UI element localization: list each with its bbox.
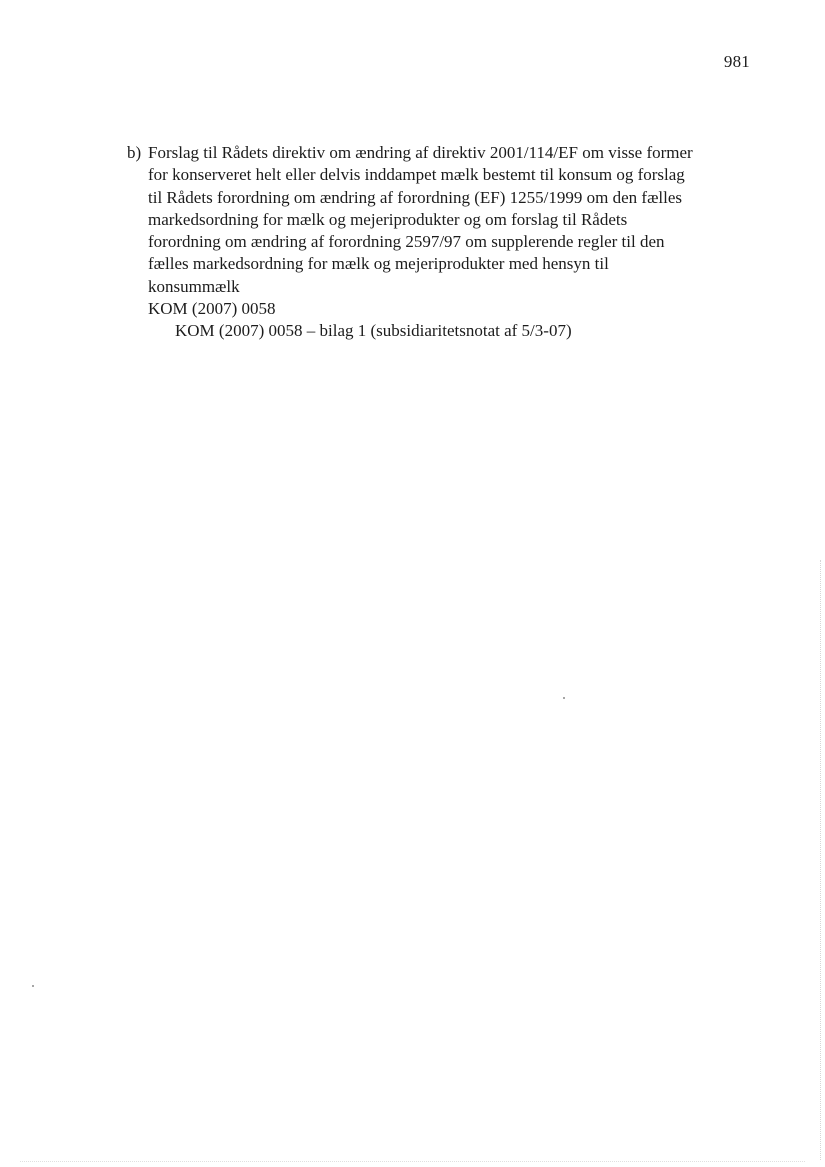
page-number: 981 — [723, 52, 750, 71]
heading-line: for konserveret helt eller delvis inddampet mælk bestemt til konsum og forslag — [148, 165, 685, 185]
scan-speck — [563, 697, 565, 699]
document-reference: KOM (2007) 0058 — [148, 299, 276, 319]
scan-speck — [32, 985, 34, 987]
heading-line: konsummælk — [148, 276, 240, 296]
heading-line: Forslag til Rådets direktiv om ændring af direktiv 2001/114/EF om visse former — [148, 143, 693, 162]
heading-line: forordning om ændring af forordning 2597/97 om supplerende regler til den — [148, 232, 665, 252]
heading-line: markedsordning for mælk og mejeriprodukter og om forslag til Rådets — [148, 209, 628, 229]
attachment-reference: KOM (2007) 0058 – bilag 1 (subsidiaritetsnotat af 5/3-07) — [175, 321, 572, 341]
scan-edge-right — [819, 560, 821, 1160]
entry-marker: b) — [127, 143, 142, 162]
entry-heading — [127, 142, 747, 298]
heading-line: til Rådets forordning om ændring af forordning (EF) 1255/1999 om den fælles — [148, 187, 683, 207]
heading-line: fælles markedsordning for mælk og mejeriprodukter med hensyn til — [148, 254, 609, 274]
agenda-entry — [127, 142, 747, 343]
scan-edge-bottom — [20, 1160, 805, 1162]
